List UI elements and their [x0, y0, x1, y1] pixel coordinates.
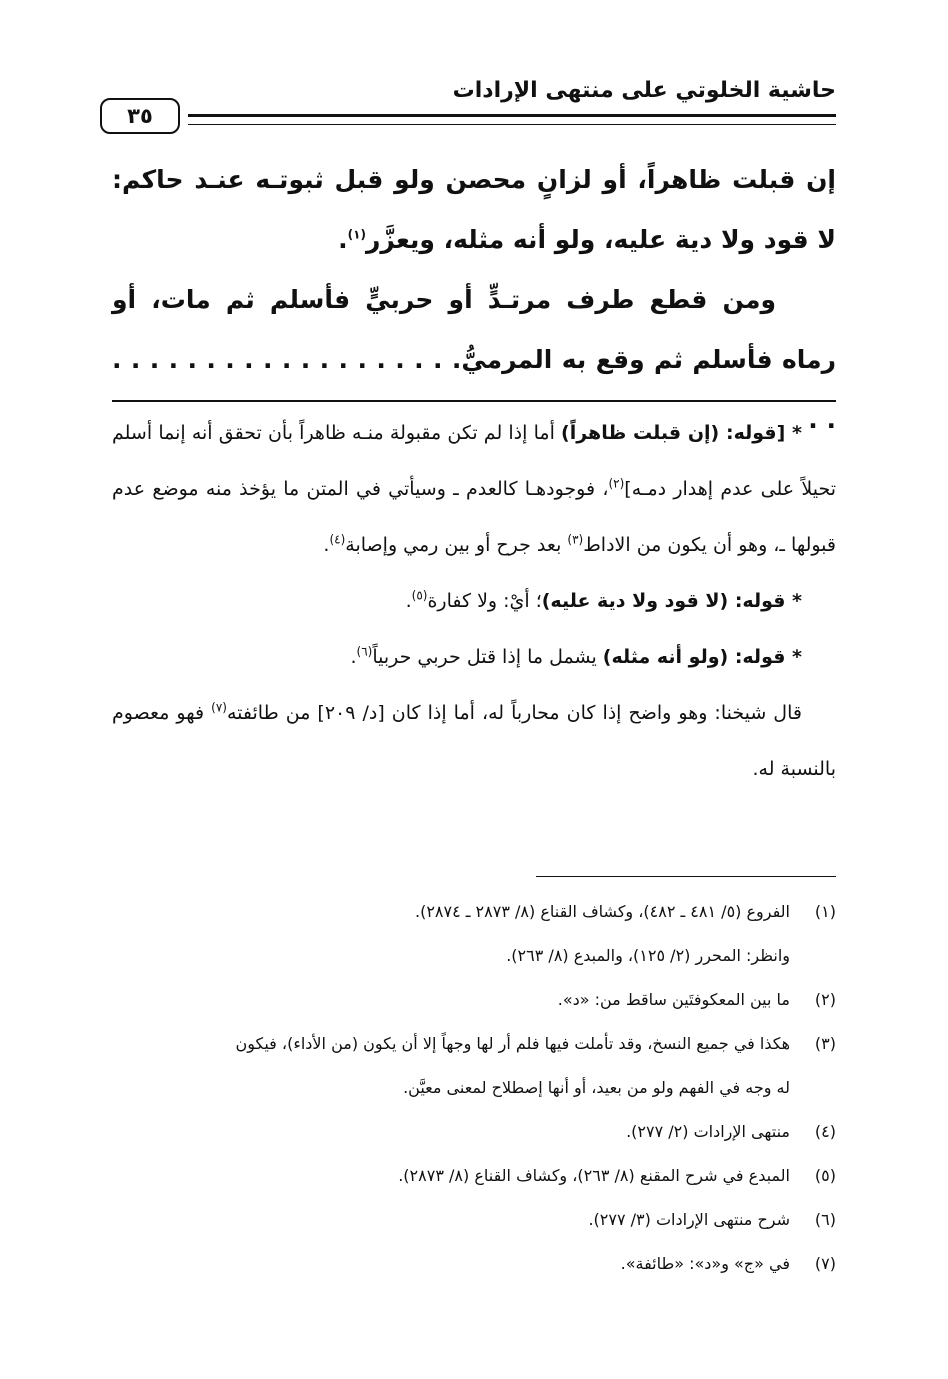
sharh-p1-lead: [قوله: (إن قبلت ظاهراً) [561, 422, 786, 444]
running-header-title: حاشية الخلوتي على منتهى الإرادات [452, 78, 836, 103]
footnote-text: المبدع في شرح المقنع (٨/ ٢٦٣)، وكشاف القناع (٨/ ٢٨٧٣). [398, 1166, 790, 1185]
footnote-text: ما بين المعكوفتَين ساقط من: «د». [557, 990, 790, 1009]
sharh-p3-text1: يشمل ما إذا قتل حربي حربياً [372, 646, 603, 668]
footnote-continuation: له وجه في الفهم ولو من بعيد، أو أنها إصطلاح لمعنى معيَّن. [403, 1078, 790, 1097]
star-marker: * [785, 590, 802, 612]
footnote-number: (٦) [814, 1210, 836, 1229]
footnote-number: (٣) [814, 1034, 836, 1053]
footnote-text: في «ج» و«د»: «طائفة». [620, 1254, 790, 1273]
footnote-number: (٧) [814, 1254, 836, 1273]
sharh-paragraph-4 [112, 685, 836, 797]
sharh-p1-text3: بعد جرح أو بين رمي وإصابة [345, 534, 568, 556]
footnote-number: (١) [814, 902, 836, 921]
footnote-ref-6: (٦) [356, 644, 373, 659]
matn-paragraph-2: ومن قطع طرف مرتـدٍّ أو حربيٍّ فأسلم ثم مات، أو رماه فأسلم ثم وقع به المرميُّ. . . . . . . . . . . . . . . . . . . . . [112, 285, 836, 434]
page-number-box: ٣٥ [100, 98, 180, 134]
footnote-text: منتهى الإرادات (٢/ ٢٧٧). [626, 1122, 790, 1141]
sharh-p2-text1: ؛ أيْ: ولا كفارة [427, 590, 542, 612]
footnotes [112, 890, 836, 1286]
sharh-p3-text2: . [350, 646, 357, 668]
sharh-p4-text1: قال شيخنا: وهو واضح إذا كان محارباً له، أما إذا كان [د/ ٢٠٩] من طائفته [226, 702, 802, 724]
footnote-7 [112, 1242, 836, 1286]
footnote-text: شرح منتهى الإرادات (٣/ ٢٧٧). [588, 1210, 790, 1229]
footnote-continuation: وانظر: المحرر (٢/ ١٢٥)، والمبدع (٨/ ٢٦٣). [506, 946, 790, 965]
sharh-p2-text2: . [405, 590, 412, 612]
sharh-p4-text2: فهو معصوم بالنسبة له. [112, 702, 836, 780]
footnote-ref-1: (١) [347, 227, 366, 242]
footnote-ref-3: (٣) [567, 532, 584, 547]
sharh-p1-text1: أما إذا لم تكن مقبولة منـه ظاهراً بأن تحقق أنه إنما أسلم تحيلاً على عدم إهدار دمـه] [112, 422, 836, 500]
footnote-text: هكذا في جميع النسخ، وقد تأملت فيها فلم أر لها وجهاً إلا أن يكون (من الأداء)، فيكون [235, 1034, 790, 1053]
sharh-p1-text2: ، فوجودهـا كالعدم ـ وسيأتي في المتن ما يؤخذ منه موضع عدم قبولها ـ، وهو أن يكون من الاداط [112, 478, 836, 556]
sharh-p3-lead: قوله: (ولو أنه مثله) [602, 646, 786, 668]
star-marker: * [785, 646, 802, 668]
footnote-separator [536, 876, 836, 877]
star-marker: * [785, 422, 802, 444]
sharh-paragraph-2 [112, 573, 836, 629]
sharh-p1-text4: . [323, 534, 330, 556]
footnote-1 [112, 890, 836, 978]
footnote-4 [112, 1110, 836, 1154]
header-double-rule [188, 114, 836, 125]
footnote-number: (٢) [814, 990, 836, 1009]
matn-sharh-divider [112, 400, 836, 402]
footnote-ref-2: (٢) [608, 476, 625, 491]
footnote-number: (٤) [814, 1122, 836, 1141]
matn-paragraph-1 [112, 150, 836, 270]
matn-p1-text: إن قبلت ظاهراً، أو لزانٍ محصن ولو قبل ثبوتـه عنـد حاكم: لا قود ولا دية عليه، ولو أنه مثله، ويعزَّر [112, 165, 836, 254]
sharh-paragraph-1 [112, 405, 836, 573]
footnote-ref-4: (٤) [329, 532, 346, 547]
footnote-ref-7: (٧) [211, 700, 227, 715]
footnote-number: (٥) [814, 1166, 836, 1185]
matn-p1-end: . [338, 225, 348, 254]
sharh-text [112, 405, 836, 797]
footnote-2 [112, 978, 836, 1022]
sharh-paragraph-3 [112, 629, 836, 685]
footnote-text: الفروع (٥/ ٤٨١ ـ ٤٨٢)، وكشاف القناع (٨/ ٢٨٧٣ ـ ٢٨٧٤). [414, 902, 790, 921]
footnote-3 [112, 1022, 836, 1110]
footnote-6 [112, 1198, 836, 1242]
footnote-ref-5: (٥) [411, 588, 428, 603]
sharh-p2-lead: قوله: (لا قود ولا دية عليه) [541, 590, 786, 612]
footnote-5 [112, 1154, 836, 1198]
